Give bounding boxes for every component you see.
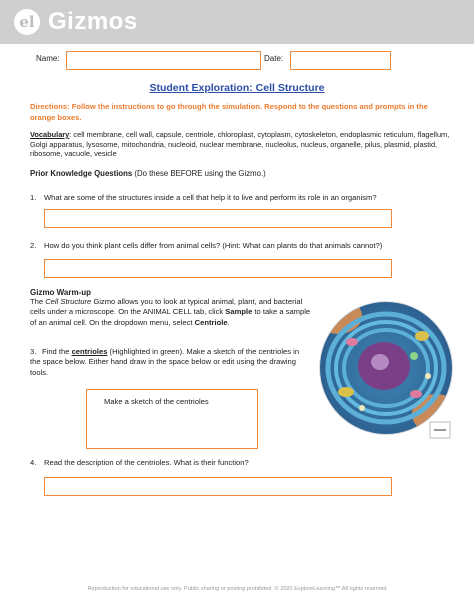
question-3-text-b: (Highlighted in green). Make a sketch of the centrioles in the space below. Either hand draw in the space below or edit using the drawing tools.: [30, 347, 300, 377]
question-3-number: 3.: [30, 347, 37, 356]
prior-knowledge-note: (Do these BEFORE using the Gizmo.): [132, 169, 266, 178]
prior-knowledge-bold: Prior Knowledge Questions: [30, 169, 133, 178]
question-3: [30, 347, 310, 378]
warmup-sample: Sample: [225, 307, 253, 317]
page-title: Student Exploration: Cell Structure: [149, 82, 325, 94]
warmup-paragraph: [30, 297, 316, 328]
name-label: Name:: [36, 54, 60, 63]
vocabulary: [30, 130, 454, 159]
date-label: Date:: [264, 54, 284, 63]
animal-cell-image: [318, 296, 454, 442]
answer-1-field[interactable]: [44, 209, 392, 228]
explorelearning-logo-icon: el: [14, 9, 40, 35]
question-1: [30, 193, 450, 202]
name-field[interactable]: [66, 51, 261, 70]
question-2: [30, 241, 450, 250]
question-3-text-a: Find the: [42, 347, 72, 356]
vocabulary-terms: : cell membrane, cell wall, capsule, centriole, chloroplast, cytoplasm, cytoskeleton, endoplasmic reticulum, flagellum, Golgi apparatus, lysosome, mitochondria, nucleoid, nuclear membrane, nucleolus, nucleus, organelle, pilus, plasmid, plastid, ribosome, vacuole, vesicle: [30, 130, 450, 159]
question-3-centrioles: centrioles: [71, 347, 108, 356]
question-2-number: 2.: [30, 241, 37, 250]
warmup-gizmo-name: Cell Structure: [45, 297, 92, 306]
header-bar: [0, 0, 474, 44]
directions: Directions: Follow the instructions to go through the simulation. Respond to the questions and prompts in the orange boxes.: [30, 102, 428, 122]
gizmos-brand: Gizmos: [48, 8, 138, 35]
warmup-centriole: Centriole: [194, 317, 228, 327]
question-4: [30, 458, 450, 467]
question-4-text: Read the description of the centrioles. What is their function?: [44, 458, 249, 467]
prior-knowledge-heading: [30, 169, 266, 178]
warmup-text-b: Gizmo allows you to look at typical animal, plant, and bacterial cells under a microscope. On the ANIMAL CELL tab, click: [30, 297, 303, 317]
sketch-box-label: Make a sketch of the centrioles: [104, 397, 209, 406]
answer-4-field[interactable]: [44, 477, 392, 496]
question-4-number: 4.: [30, 458, 37, 467]
warmup-text-a: The: [30, 297, 46, 306]
question-1-text: What are some of the structures inside a cell that help it to live and perform its role in an organism?: [44, 193, 377, 202]
date-field[interactable]: [290, 51, 391, 70]
question-1-number: 1.: [30, 193, 37, 202]
footer-copyright: Reproduction for educational use only. Public sharing or posting prohibited. © 2020 ExploreLearning™ All rights reserved: [87, 586, 387, 592]
answer-2-field[interactable]: [44, 259, 392, 278]
warmup-text-d: .: [227, 317, 230, 327]
warmup-heading: Gizmo Warm-up: [30, 288, 92, 297]
warmup-text-c: to take a sample of an animal cell. On the dropdown menu, select: [30, 307, 311, 327]
question-2-text: How do you think plant cells differ from animal cells? (Hint: What can plants do that animals cannot?): [44, 241, 383, 250]
sketch-box[interactable]: [86, 389, 258, 449]
vocabulary-label: Vocabulary: [30, 130, 70, 139]
